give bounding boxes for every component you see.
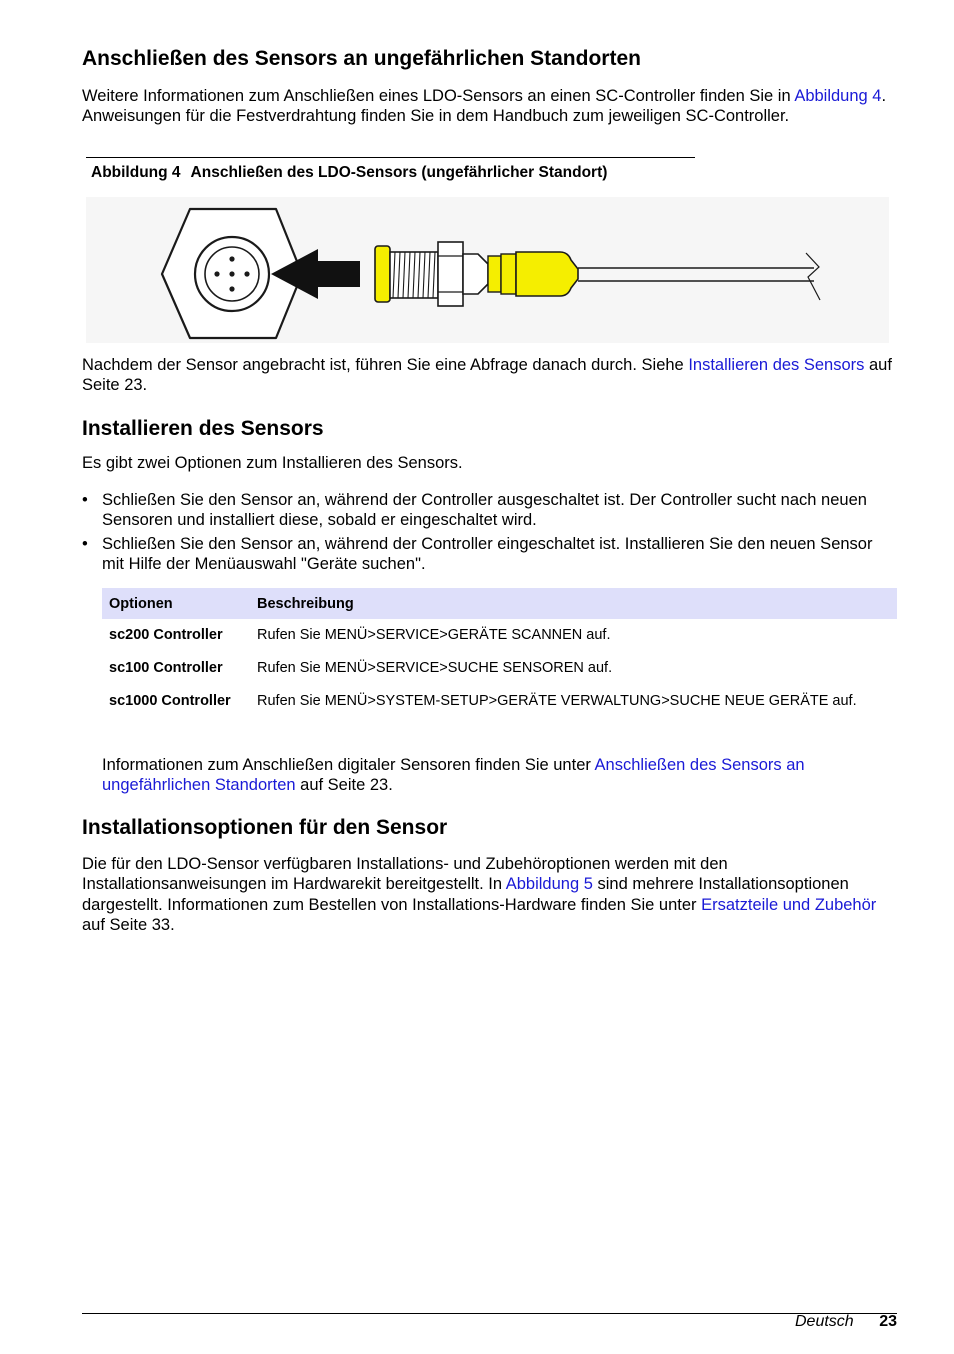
table-row: [102, 684, 897, 715]
section-heading-connect: Anschließen des Sensors an ungefährlichen Standorten: [82, 47, 641, 70]
link-abbildung-5[interactable]: Abbildung 5: [505, 875, 593, 894]
footer-rule: [82, 1313, 897, 1314]
text: sind mehrere Installationsoptionen dargestellt. Informationen zum Bestellen von Installations-Hardware finden Sie unter: [82, 875, 849, 914]
table-cell-option: sc100 Controller: [109, 660, 223, 676]
after-figure-paragraph: [82, 355, 897, 396]
figure-title: Anschließen des LDO-Sensors (ungefährlicher Standort): [190, 164, 608, 181]
pin-icon: [214, 271, 219, 276]
text: . Anweisungen für die Festverdrahtung finden Sie in dem Handbuch zum jeweiligen SC-Controller.: [82, 87, 887, 126]
table-cell-description: Rufen Sie MENÜ>SERVICE>SUCHE SENSOREN auf.: [257, 660, 613, 676]
text: Nachdem der Sensor angebracht ist, führen Sie eine Abfrage danach durch. Siehe: [82, 356, 689, 374]
section-heading-install-options: Installationsoptionen für den Sensor: [82, 816, 448, 839]
text: Informationen zum Anschließen digitaler Sensoren finden Sie unter: [102, 756, 595, 774]
pin-icon: [229, 256, 234, 261]
link-installieren-des-sensors[interactable]: Installieren des Sensors: [688, 356, 865, 374]
pin-icon: [229, 271, 234, 276]
pin-icon: [229, 286, 234, 291]
link-anschliessen-des-sensors[interactable]: Anschließen des Sensors an ungefährlichen Standorten: [102, 756, 805, 795]
text: Die für den LDO-Sensor verfügbaren Installations- und Zubehöroptionen werden mit den Installationsanweisungen im Hardwarekit bereitgestellt. In: [82, 855, 728, 894]
figure-caption: [91, 163, 607, 183]
digital-sensor-note: [102, 755, 897, 796]
bullet-marker: •: [82, 491, 88, 509]
figure-connector-illustration: [86, 197, 889, 343]
install-intro: Es gibt zwei Optionen zum Installieren des Sensors.: [82, 454, 463, 472]
footer-language: Deutsch: [795, 1313, 854, 1330]
connector-collar: [463, 254, 488, 294]
bullet-item-2: Schließen Sie den Sensor an, während der Controller eingeschaltet ist. Installieren Sie den neuen Sensor mit Hilfe der Menüauswahl "Geräte suchen".: [102, 535, 873, 574]
connect-intro-paragraph: [82, 86, 897, 127]
figure-label: Abbildung 4: [91, 164, 181, 181]
link-abbildung-4[interactable]: Abbildung 4: [794, 87, 882, 105]
bullet-marker: •: [82, 535, 88, 553]
figure-rule: [86, 157, 695, 158]
text: auf Seite 23.: [295, 776, 393, 795]
pin-icon: [244, 271, 249, 276]
text: auf Seite 23.: [82, 356, 892, 395]
section-heading-install: Installieren des Sensors: [82, 417, 324, 440]
options-table: [102, 588, 897, 715]
text: Weitere Informationen zum Anschließen eines LDO-Sensors an einen SC-Controller finden Sie in: [82, 87, 795, 105]
footer-page-number: 23: [879, 1313, 897, 1330]
connector-body-segment: [501, 254, 516, 294]
table-cell-description: Rufen Sie MENÜ>SYSTEM-SETUP>GERÄTE VERWALTUNG>SUCHE NEUE GERÄTE auf.: [257, 693, 857, 709]
connector-cap: [375, 246, 390, 302]
coupling-nut: [438, 242, 463, 306]
table-header-row: [102, 588, 897, 619]
table-cell-option: sc200 Controller: [109, 627, 223, 643]
connector-body-segment: [488, 256, 501, 292]
table-cell-option: sc1000 Controller: [109, 693, 231, 709]
table-row: [102, 651, 897, 684]
table-cell-description: Rufen Sie MENÜ>SERVICE>GERÄTE SCANNEN auf.: [257, 627, 611, 643]
link-ersatzteile-und-zubehoer[interactable]: Ersatzteile und Zubehör: [701, 895, 877, 914]
table-header-optionen: Optionen: [102, 588, 250, 619]
connector-body-main: [516, 252, 578, 296]
table-header-beschreibung: Beschreibung: [250, 588, 897, 619]
text: auf Seite 33.: [82, 915, 175, 934]
bullet-item-1: Schließen Sie den Sensor an, während der Controller ausgeschaltet ist. Der Controller sucht nach neuen Sensoren und installiert diese, sobald er eingeschaltet wird.: [102, 491, 867, 530]
install-options-paragraph: [82, 854, 897, 935]
table-row: [102, 619, 897, 651]
